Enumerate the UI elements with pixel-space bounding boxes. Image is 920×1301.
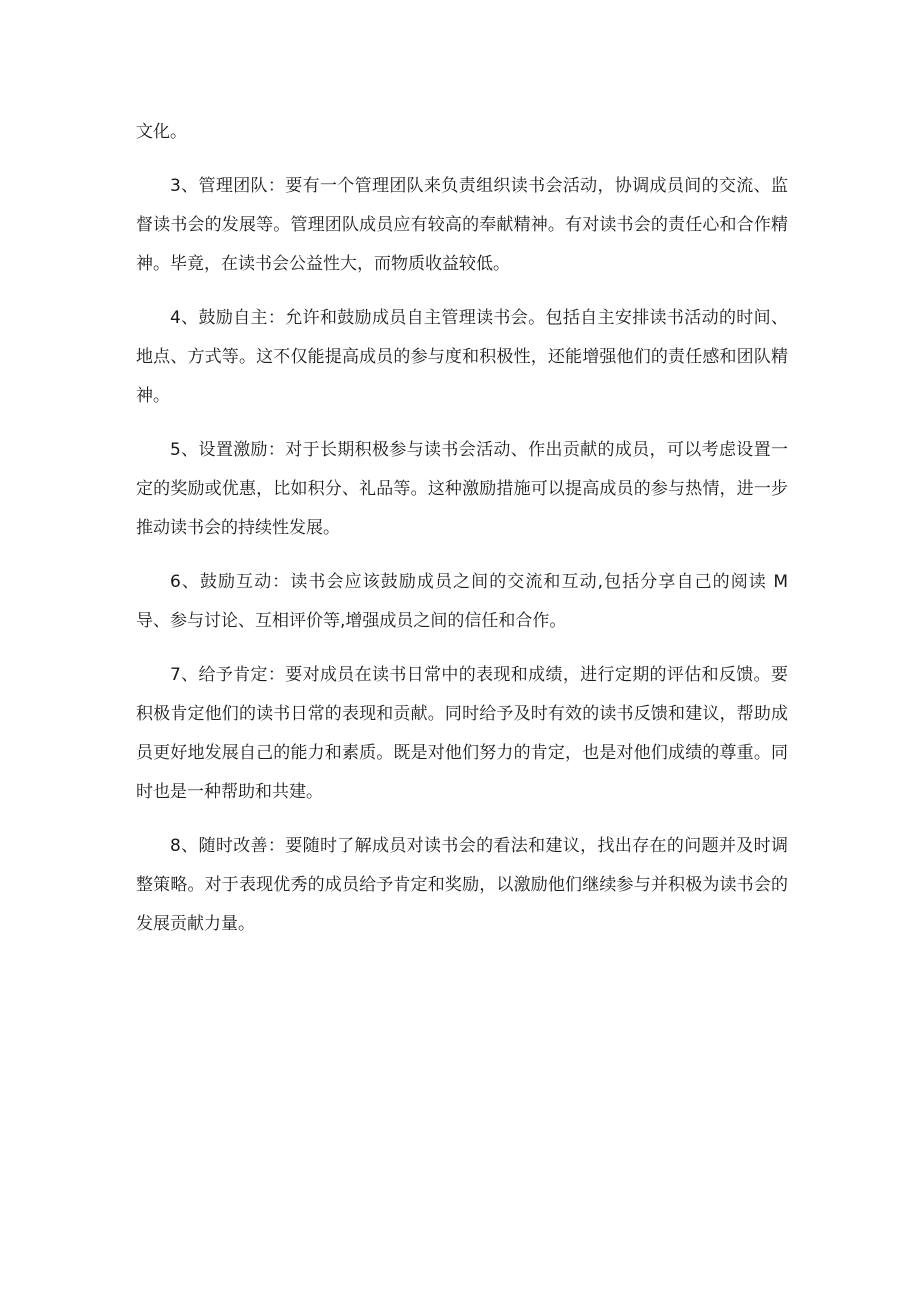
paragraph-item-7-give-recognition: 7、给予肯定：要对成员在读书日常中的表现和成绩，进行定期的评估和反馈。要积极肯定他们的读书日常的表现和贡献。同时给予及时有效的读书反馈和建议，帮助成员更好地发展自己的能力和素质。既是对他们努力的肯定，也是对他们成绩的尊重。同时也是一种帮助和共建。 — [136, 665, 788, 802]
document-body — [136, 113, 788, 959]
paragraph-continuation: 文化。 — [136, 122, 187, 142]
paragraph-item-6-encourage-interaction: 6、鼓励互动：读书会应该鼓励成员之间的交流和互动,包括分享自己的阅读 M 导、参与讨论、互相评价等,增强成员之间的信任和合作。 — [136, 572, 788, 631]
paragraph-item-5-set-incentives: 5、设置激励：对于长期积极参与读书会活动、作出贡献的成员，可以考虑设置一定的奖励或优惠，比如积分、礼品等。这种激励措施可以提高成员的参与热情，进一步推动读书会的持续性发展。 — [136, 440, 788, 538]
paragraph-item-4-encourage-autonomy: 4、鼓励自主：允许和鼓励成员自主管理读书会。包括自主安排读书活动的时间、地点、方式等。这不仅能提高成员的参与度和积极性，还能增强他们的责任感和团队精神。 — [136, 308, 788, 406]
paragraph-item-8-continuous-improvement: 8、随时改善：要随时了解成员对读书会的看法和建议，找出存在的问题并及时调整策略。对于表现优秀的成员给予肯定和奖励，以激励他们继续参与并积极为读书会的发展贡献力量。 — [136, 836, 788, 934]
paragraph-item-3-management-team: 3、管理团队：要有一个管理团队来负责组织读书会活动，协调成员间的交流、监督读书会的发展等。管理团队成员应有较高的奉献精神。有对读书会的责任心和合作精神。毕竟，在读书会公益性大，而物质收益较低。 — [136, 176, 788, 274]
